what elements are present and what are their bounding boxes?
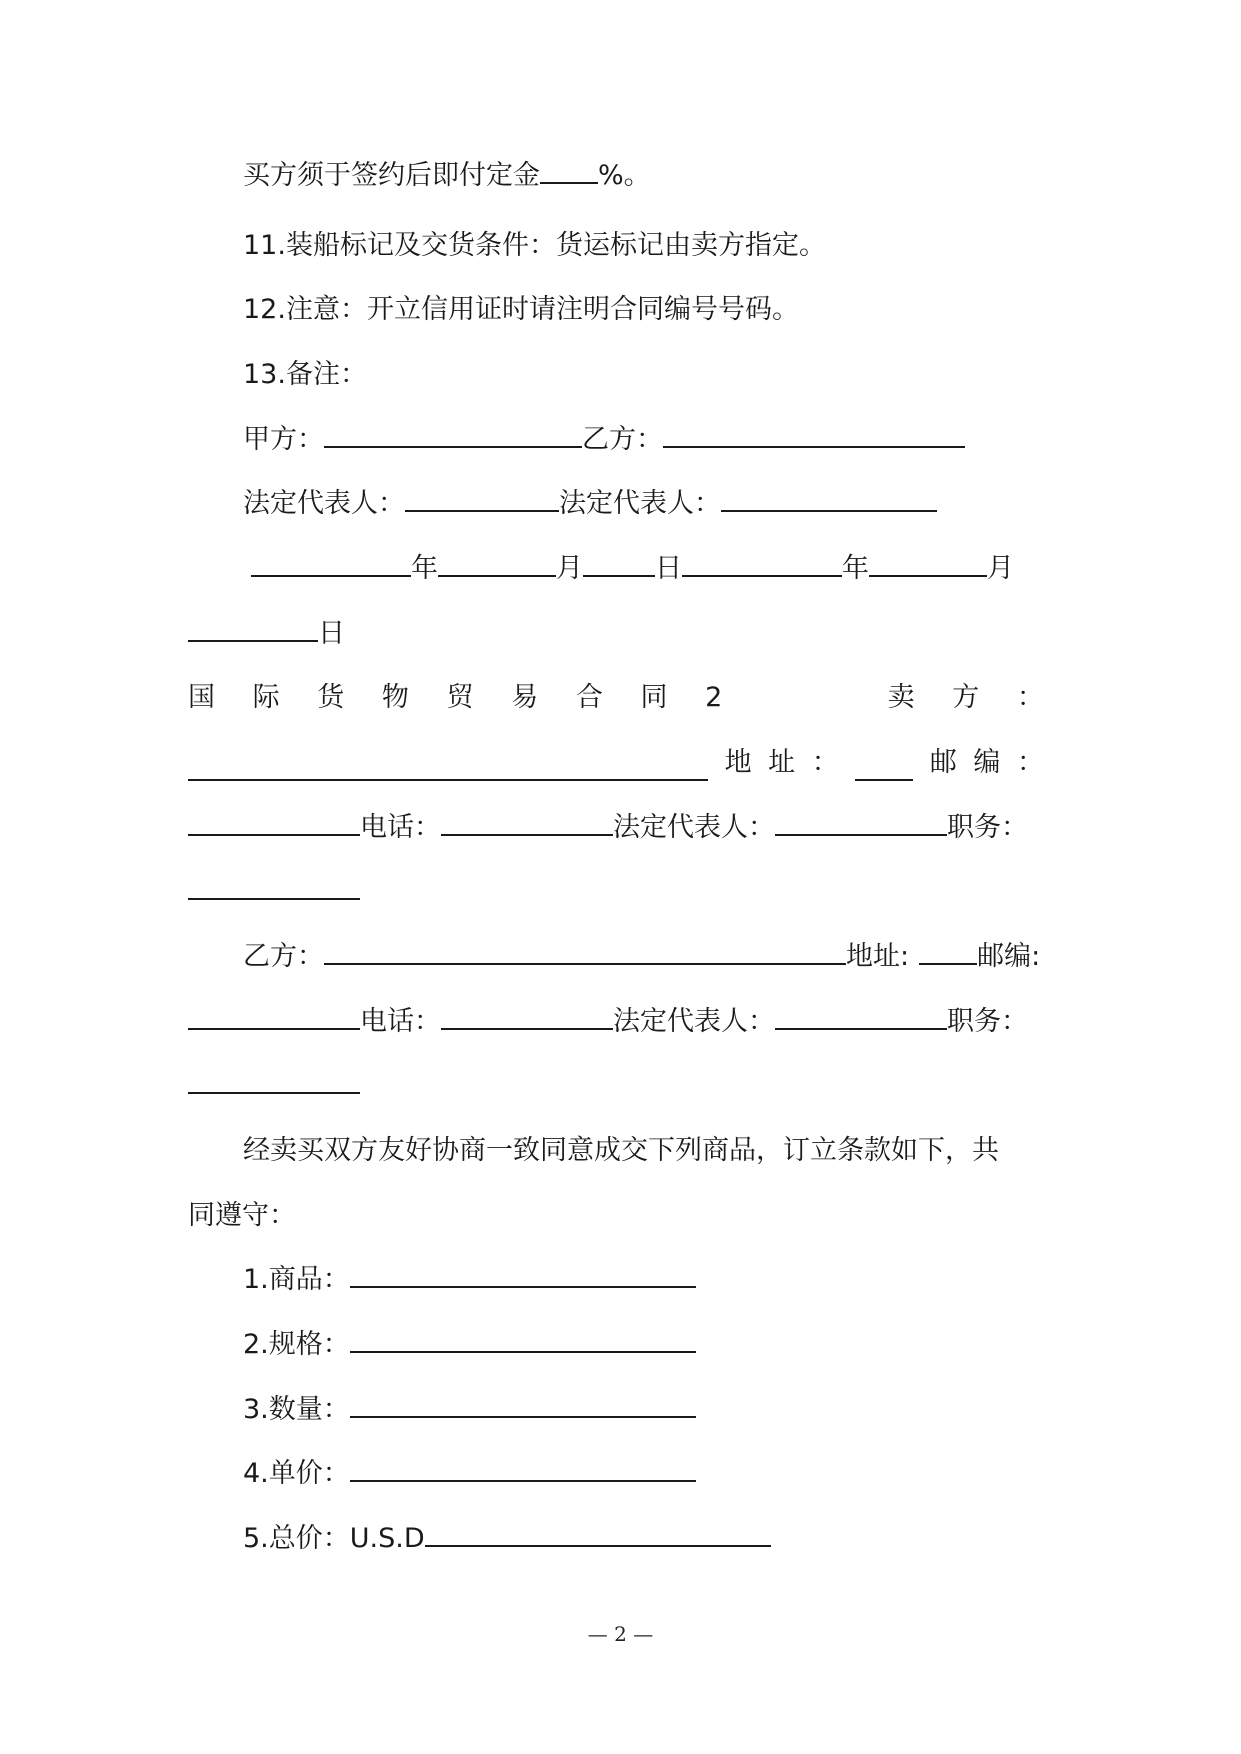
seller-position-label: 职务： (947, 812, 1028, 843)
day-a-label: 日 (655, 553, 682, 584)
address-char-0: 地 (724, 747, 752, 778)
day-a-blank[interactable] (583, 551, 655, 577)
month-b-blank[interactable] (869, 551, 987, 577)
buyer-position-cont (188, 1068, 360, 1104)
month-a-blank[interactable] (438, 551, 556, 577)
item-12: 12.注意：开立信用证时请注明合同编号号码。 (243, 294, 799, 325)
seller-phone-label: 电话： (360, 812, 441, 843)
seller-position-cont (188, 874, 360, 910)
title-char-1: 际 (252, 682, 280, 713)
party-b-label: 乙方： (582, 424, 663, 455)
item-quantity (243, 1392, 696, 1428)
buyer-position-blank[interactable] (188, 1068, 360, 1094)
postcode-char-1: 编 (973, 747, 1001, 778)
intro-line-1: 经卖买双方友好协商一致同意成交下列商品，订立条款如下，共 (243, 1135, 999, 1166)
address-char-2: ： (811, 747, 839, 778)
seller-contact-line (188, 810, 1028, 846)
seller-name-blank[interactable] (188, 755, 708, 781)
party-a-blank[interactable] (324, 422, 582, 448)
legal-rep-b-label: 法定代表人： (559, 488, 721, 519)
seller-phone-blank[interactable] (441, 810, 613, 836)
item-total-price-blank[interactable] (425, 1521, 771, 1547)
contract2-title-line (188, 680, 1044, 716)
title-char-0: 国 (188, 682, 215, 713)
year-a-label: 年 (411, 553, 438, 584)
seller-position-blank[interactable] (188, 874, 360, 900)
title-char-7: 同 (640, 682, 668, 713)
buyer-label: 乙方： (243, 941, 324, 972)
seller-char-1: 方 (952, 682, 980, 713)
buyer-address-label: 地址: (846, 941, 910, 972)
seller-legal-rep-blank[interactable] (775, 810, 947, 836)
seller-char-2: ： (1016, 682, 1044, 713)
item-13: 13.备注： (243, 359, 367, 390)
date-line (251, 551, 1014, 587)
deposit-text: 买方须于签约后即付定金 (243, 160, 540, 191)
buyer-phone-label: 电话： (360, 1006, 441, 1037)
seller-address-line (188, 745, 1044, 781)
item-spec-blank[interactable] (350, 1327, 696, 1353)
buyer-legal-rep-blank[interactable] (775, 1004, 947, 1030)
title-char-3: 物 (381, 682, 409, 713)
intro-line-2: 同遵守： (188, 1200, 296, 1231)
year-b-blank[interactable] (682, 551, 842, 577)
item-unit-price-blank[interactable] (350, 1456, 696, 1482)
buyer-line (243, 939, 1040, 975)
item-spec (243, 1327, 696, 1363)
item-spec-label: 2.规格： (243, 1329, 350, 1360)
date-line-cont (188, 616, 345, 652)
title-char-8: 2 (705, 682, 723, 713)
month-a-label: 月 (556, 553, 583, 584)
page-number: — 2 — (587, 1622, 654, 1646)
buyer-postcode-blank[interactable] (188, 1004, 360, 1030)
buyer-contact-line (188, 1004, 1028, 1040)
party-b-blank[interactable] (663, 422, 965, 448)
party-signature-line (243, 422, 965, 458)
seller-legal-rep-label: 法定代表人： (613, 812, 775, 843)
legal-rep-a-blank[interactable] (405, 486, 559, 512)
item-total-price (243, 1521, 771, 1557)
title-char-4: 贸 (446, 682, 474, 713)
seller-postcode-blank[interactable] (188, 810, 360, 836)
item-total-price-label: 5.总价：U.S.D (243, 1523, 425, 1554)
party-a-label: 甲方： (243, 424, 324, 455)
item-quantity-blank[interactable] (350, 1392, 696, 1418)
item-goods (243, 1262, 696, 1298)
month-b-label: 月 (987, 553, 1014, 584)
deposit-line (243, 158, 651, 194)
buyer-postcode-label: 邮编: (977, 941, 1041, 972)
item-quantity-label: 3.数量： (243, 1394, 350, 1425)
buyer-address-blank[interactable] (919, 939, 977, 965)
title-char-5: 易 (511, 682, 539, 713)
buyer-position-label: 职务： (947, 1006, 1028, 1037)
day-b-blank[interactable] (188, 616, 318, 642)
item-goods-blank[interactable] (350, 1262, 696, 1288)
buyer-phone-blank[interactable] (441, 1004, 613, 1030)
postcode-char-0: 邮 (929, 747, 957, 778)
legal-rep-a-label: 法定代表人： (243, 488, 405, 519)
deposit-percent-blank[interactable] (540, 158, 598, 184)
deposit-suffix: %。 (598, 160, 651, 191)
buyer-name-blank[interactable] (324, 939, 846, 965)
seller-address-blank[interactable] (855, 755, 913, 781)
address-char-1: 址 (768, 747, 796, 778)
legal-rep-b-blank[interactable] (721, 486, 937, 512)
item-goods-label: 1.商品： (243, 1264, 350, 1295)
year-b-label: 年 (842, 553, 869, 584)
title-char-6: 合 (575, 682, 603, 713)
title-char-2: 货 (317, 682, 345, 713)
item-unit-price (243, 1456, 696, 1492)
postcode-char-2: ： (1016, 747, 1044, 778)
item-unit-price-label: 4.单价： (243, 1458, 350, 1489)
legal-rep-line (243, 486, 937, 522)
seller-char-0: 卖 (887, 682, 915, 713)
day-b-label: 日 (318, 618, 345, 649)
year-a-blank[interactable] (251, 551, 411, 577)
buyer-legal-rep-label: 法定代表人： (613, 1006, 775, 1037)
item-11: 11.装船标记及交货条件：货运标记由卖方指定。 (243, 230, 826, 261)
